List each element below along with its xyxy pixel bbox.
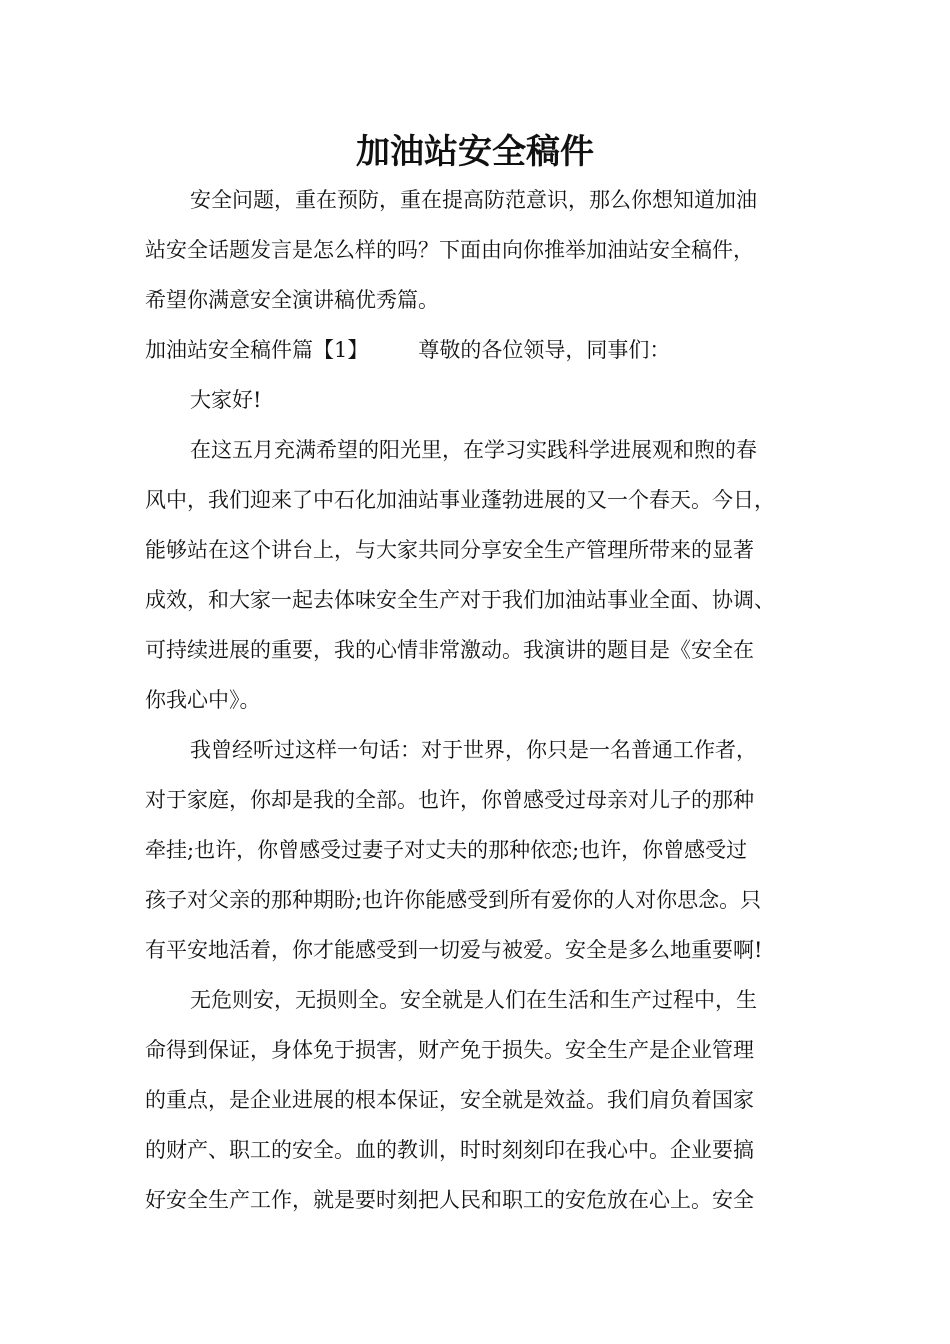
document-title: 加油站安全稿件 [356,132,594,172]
paragraph-line: 在这五月充满希望的阳光里，在学习实践科学进展观和煦的春 [190,438,757,462]
paragraph-line: 希望你满意安全演讲稿优秀篇。 [145,288,439,312]
paragraph-line: 安全问题，重在预防，重在提高防范意识，那么你想知道加油 [190,188,757,212]
paragraph-line: 命得到保证，身体免于损害，财产免于损失。安全生产是企业管理 [145,1038,754,1062]
paragraph-line: 能够站在这个讲台上，与大家共同分享安全生产管理所带来的显著 [145,538,754,562]
section-heading: 加油站安全稿件篇【1】 [145,338,369,362]
section-heading-line [145,335,670,365]
paragraph-line: 可持续进展的重要，我的心情非常激动。我演讲的题目是《安全在 [145,638,754,662]
paragraph-line: 大家好! [190,388,262,412]
paragraph-line: 无危则安，无损则全。安全就是人们在生活和生产过程中，生 [190,988,757,1012]
paragraph-line: 牵挂;也许，你曾感受过妻子对丈夫的那种依恋;也许，你曾感受过 [145,838,748,862]
paragraph-line: 你我心中》。 [145,688,261,712]
paragraph-line: 站安全话题发言是怎么样的吗？下面由向你推举加油站安全稿件， [145,238,754,262]
paragraph-line: 有平安地活着，你才能感受到一切爱与被爱。安全是多么地重要啊! [145,938,763,962]
paragraph-line: 孩子对父亲的那种期盼;也许你能感受到所有爱你的人对你思念。只 [145,888,762,912]
paragraph-line: 成效，和大家一起去体味安全生产对于我们加油站事业全面、协调、 [145,588,775,612]
paragraph-line: 的财产、职工的安全。血的教训，时时刻刻印在我心中。企业要搞 [145,1138,754,1162]
paragraph-line: 对于家庭，你却是我的全部。也许，你曾感受过母亲对儿子的那种 [145,788,754,812]
greeting: 尊敬的各位领导，同事们： [418,338,671,362]
paragraph-line: 好安全生产工作，就是要时刻把人民和职工的安危放在心上。安全 [145,1188,754,1212]
paragraph-line: 我曾经听过这样一句话：对于世界，你只是一名普通工作者， [190,738,757,762]
paragraph-line: 风中，我们迎来了中石化加油站事业蓬勃进展的又一个春天。今日， [145,488,775,512]
paragraph-line: 的重点，是企业进展的根本保证，安全就是效益。我们肩负着国家 [145,1088,754,1112]
